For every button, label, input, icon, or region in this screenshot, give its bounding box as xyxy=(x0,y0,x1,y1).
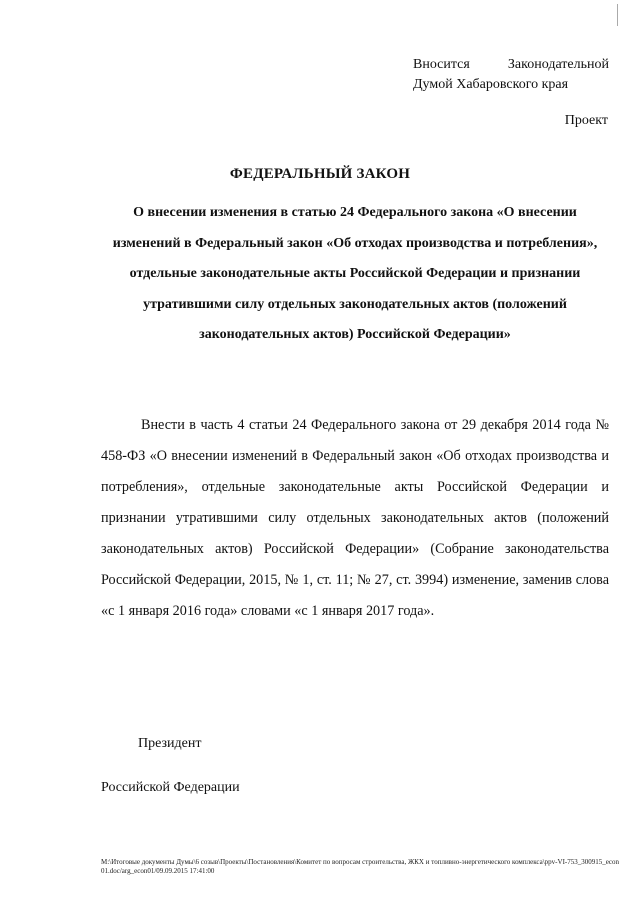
footer-file-path: М:\Итоговые документы Думы\6 созыв\Проекты\Постановления\Комитет по вопросам строительства, ЖКХ и топливно-энергетического комплекса\ppv-VI-753_300915_econ01.doc/arg_econ01/09.09.2015 17:41:00 xyxy=(101,858,619,875)
submission-word-submitted: Вносится xyxy=(413,57,470,72)
draft-label: Проект xyxy=(564,113,608,128)
submission-word-legislative: Законодательной xyxy=(507,57,609,72)
law-title: О внесении изменения в статью 24 Федерального закона «О внесении изменений в Федеральный закон «Об отходах производства и потребления», отдельные законодательные акты Российской Федерации и признании утратившими силу отдельных законодательных актов (положений законодательных актов) Российской Федерации» xyxy=(112,205,598,342)
corner-mark xyxy=(617,4,622,26)
document-type-heading: ФЕДЕРАЛЬНЫЙ ЗАКОН xyxy=(229,166,411,182)
submission-line-2: Думой Хабаровского края xyxy=(413,77,569,92)
signature-block xyxy=(101,734,240,798)
law-body-paragraph: Внести в часть 4 статьи 24 Федерального закона от 29 декабря 2014 года № 458-ФЗ «О внесении изменений в Федеральный закон «Об отходах производства и потребления», отдельные законодательные акты Российской Федерации и признании утратившими силу отдельных законодательных актов (положений законодательных актов) Российской Федерации» (Собрание законодательства Российской Федерации, 2015, № 1, ст. 11; № 27, ст. 3994) изменение, заменив слова «с 1 января 2016 года» словами «с 1 января 2017 года». xyxy=(101,417,609,619)
signature-title: Президент xyxy=(138,736,202,751)
submission-line-1 xyxy=(413,55,609,75)
submission-note xyxy=(413,55,609,95)
signature-country: Российской Федерации xyxy=(101,780,240,795)
